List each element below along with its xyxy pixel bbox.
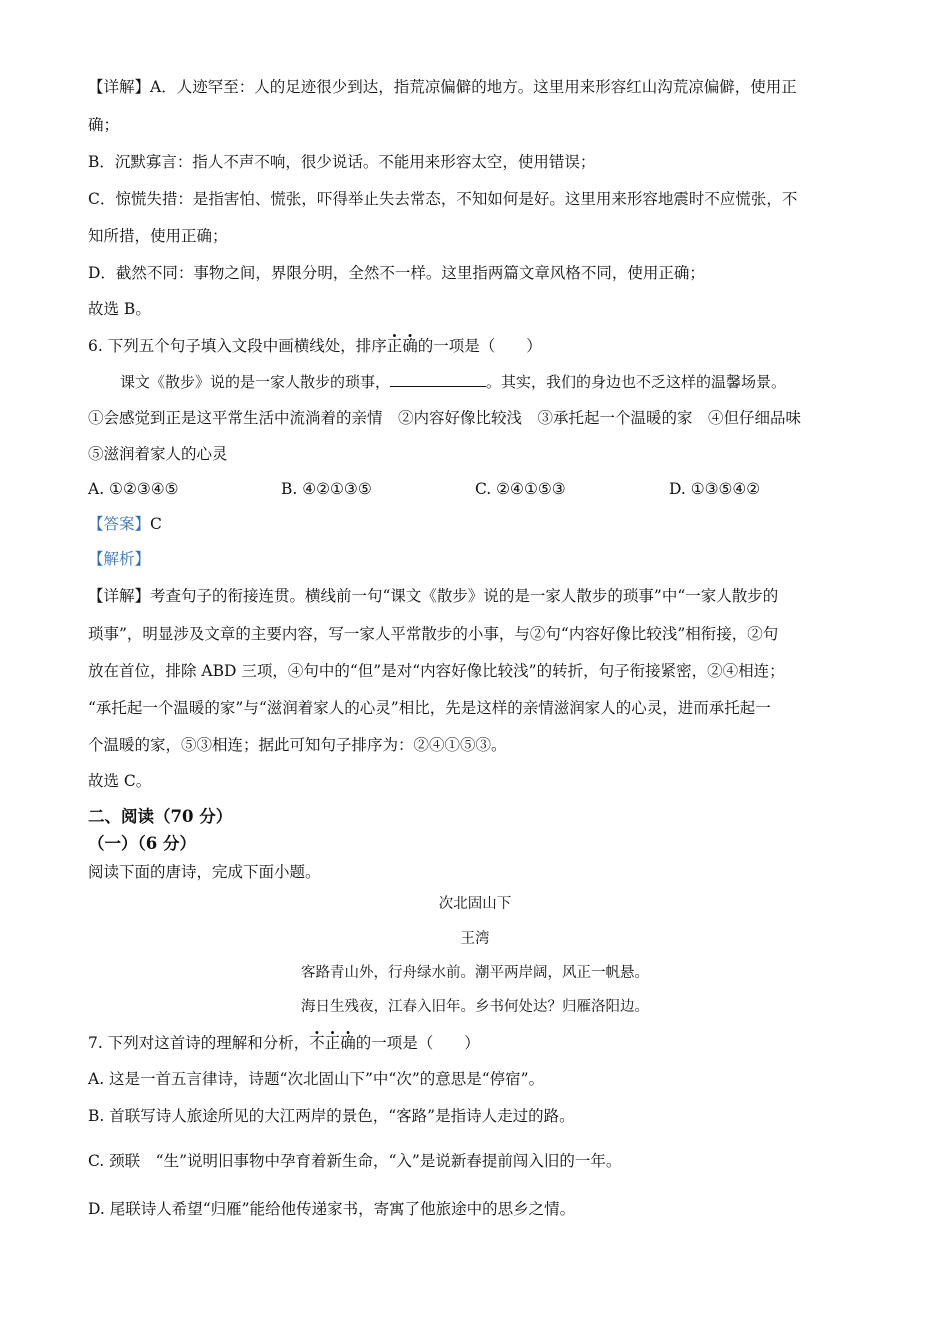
q5-detail-c-line1: C．惊慌失措：是指害怕、慌张，吓得举止失去常态，不知如何是好。这里用来形容地震时不应慌张，不 xyxy=(88,190,798,208)
q6-conclusion: 故选 C。 xyxy=(88,772,152,790)
poem-title: 次北固山下 xyxy=(438,896,512,912)
q6-answer xyxy=(88,513,162,535)
q6-detail-line2: 琐事”，明显涉及文章的主要内容，写一家人平常散步的小事，与②句“内容好像比较浅”相衔接，②句 xyxy=(88,625,779,643)
q6-sentences-line2: ⑤滋润着家人的心灵 xyxy=(88,445,228,463)
q7-stem xyxy=(88,1032,480,1054)
fill-blank-line xyxy=(390,372,486,387)
q6-option-c: C. ②④①⑤③ xyxy=(475,480,566,498)
emphasis-dot-char: 不 xyxy=(309,1034,325,1052)
q6-option-d: D. ①③⑤④② xyxy=(669,480,761,498)
q6-analysis-label: 【解析】 xyxy=(88,550,151,568)
poem-author: 王湾 xyxy=(460,931,490,947)
q6-detail-line3: 放在首位，排除 ABD 三项，④句中的“但”是对“内容好像比较浅”的转折，句子衔接紧密，②④相连； xyxy=(88,662,785,680)
emphasis-dot-char: 正 xyxy=(386,337,403,355)
q5-detail-a-line2: 确； xyxy=(88,116,120,134)
answer-value: C xyxy=(150,515,162,533)
q6-stem-after: 的一项是（ ） xyxy=(417,337,542,355)
q6-option-b: B. ④②①③⑤ xyxy=(281,480,372,498)
q6-option-a: A. ①②③④⑤ xyxy=(88,480,179,498)
q6-stem xyxy=(88,335,542,357)
emphasis-dot-char: 确 xyxy=(340,1034,356,1052)
q6-sentences-line1: ①会感觉到正是这平常生活中流淌着的亲情 ②内容好像比较浅 ③承托起一个温暖的家 ④但仔细品味 xyxy=(88,409,802,427)
q7-stem-before: 7. 下列对这首诗的理解和分析， xyxy=(88,1034,310,1052)
q7-option-a: A. 这是一首五言律诗，诗题“次北固山下”中“次”的意思是“停宿”。 xyxy=(88,1070,545,1088)
q5-detail-a-line1: 【详解】A．人迹罕至：人的足迹很少到达，指荒凉偏僻的地方。这里用来形容红山沟荒凉偏僻，使用正 xyxy=(88,78,797,96)
q6-detail-line1: 【详解】考查句子的衔接连贯。横线前一句“课文《散步》说的是一家人散步的琐事”中“一家人散步的 xyxy=(88,587,779,605)
q6-detail-line5: 个温暖的家，⑤③相连；据此可知句子排序为：②④①⑤③。 xyxy=(88,736,507,754)
q7-option-b: B. 首联写诗人旅途所见的大江两岸的景色，“客路”是指诗人走过的路。 xyxy=(88,1107,575,1125)
q6-passage-after: 。其实，我们的身边也不乏这样的温馨场景。 xyxy=(486,373,787,391)
emphasis-dot-char: 正 xyxy=(324,1034,341,1052)
q5-detail-b: B．沉默寡言：指人不声不响，很少说话。不能用来形容太空，使用错误； xyxy=(88,153,596,171)
section-title: 二、阅读（70 分） xyxy=(88,807,233,826)
q7-option-d: D. 尾联诗人希望“归雁”能给他传递家书，寄寓了他旅途中的思乡之情。 xyxy=(88,1200,576,1218)
q6-passage-before: 课文《散步》说的是一家人散步的琐事， xyxy=(120,373,391,391)
q5-conclusion: 故选 B。 xyxy=(88,300,151,318)
q6-stem-before: 6. 下列五个句子填入文段中画横线处，排序 xyxy=(88,337,387,355)
answer-label: 【答案】 xyxy=(88,515,151,533)
q5-detail-d: D．截然不同：事物之间，界限分明，全然不一样。这里指两篇文章风格不同，使用正确； xyxy=(88,264,705,282)
poem-line2: 海日生残夜，江春入旧年。乡书何处达？归雁洛阳边。 xyxy=(301,999,649,1015)
q7-stem-after: 的一项是（ ） xyxy=(355,1034,480,1052)
q6-detail-line4: “承托起一个温暖的家”与“滋润着家人的心灵”相比，先是这样的亲情滋润家人的心灵，进而承托起一 xyxy=(88,699,771,717)
q5-detail-c-line2: 知所措，使用正确； xyxy=(88,227,228,245)
q7-option-c: C. 颈联 “生”说明旧事物中孕育着新生命，“入”是说新春提前闯入旧的一年。 xyxy=(88,1152,622,1170)
reading-instruction: 阅读下面的唐诗，完成下面小题。 xyxy=(88,863,321,881)
poem-line1: 客路青山外，行舟绿水前。潮平两岸阔，风正一帆悬。 xyxy=(301,965,649,981)
q6-passage xyxy=(120,371,786,393)
emphasis-dot-char: 确 xyxy=(402,337,418,355)
subsection-title: （一）（6 分） xyxy=(88,834,196,853)
